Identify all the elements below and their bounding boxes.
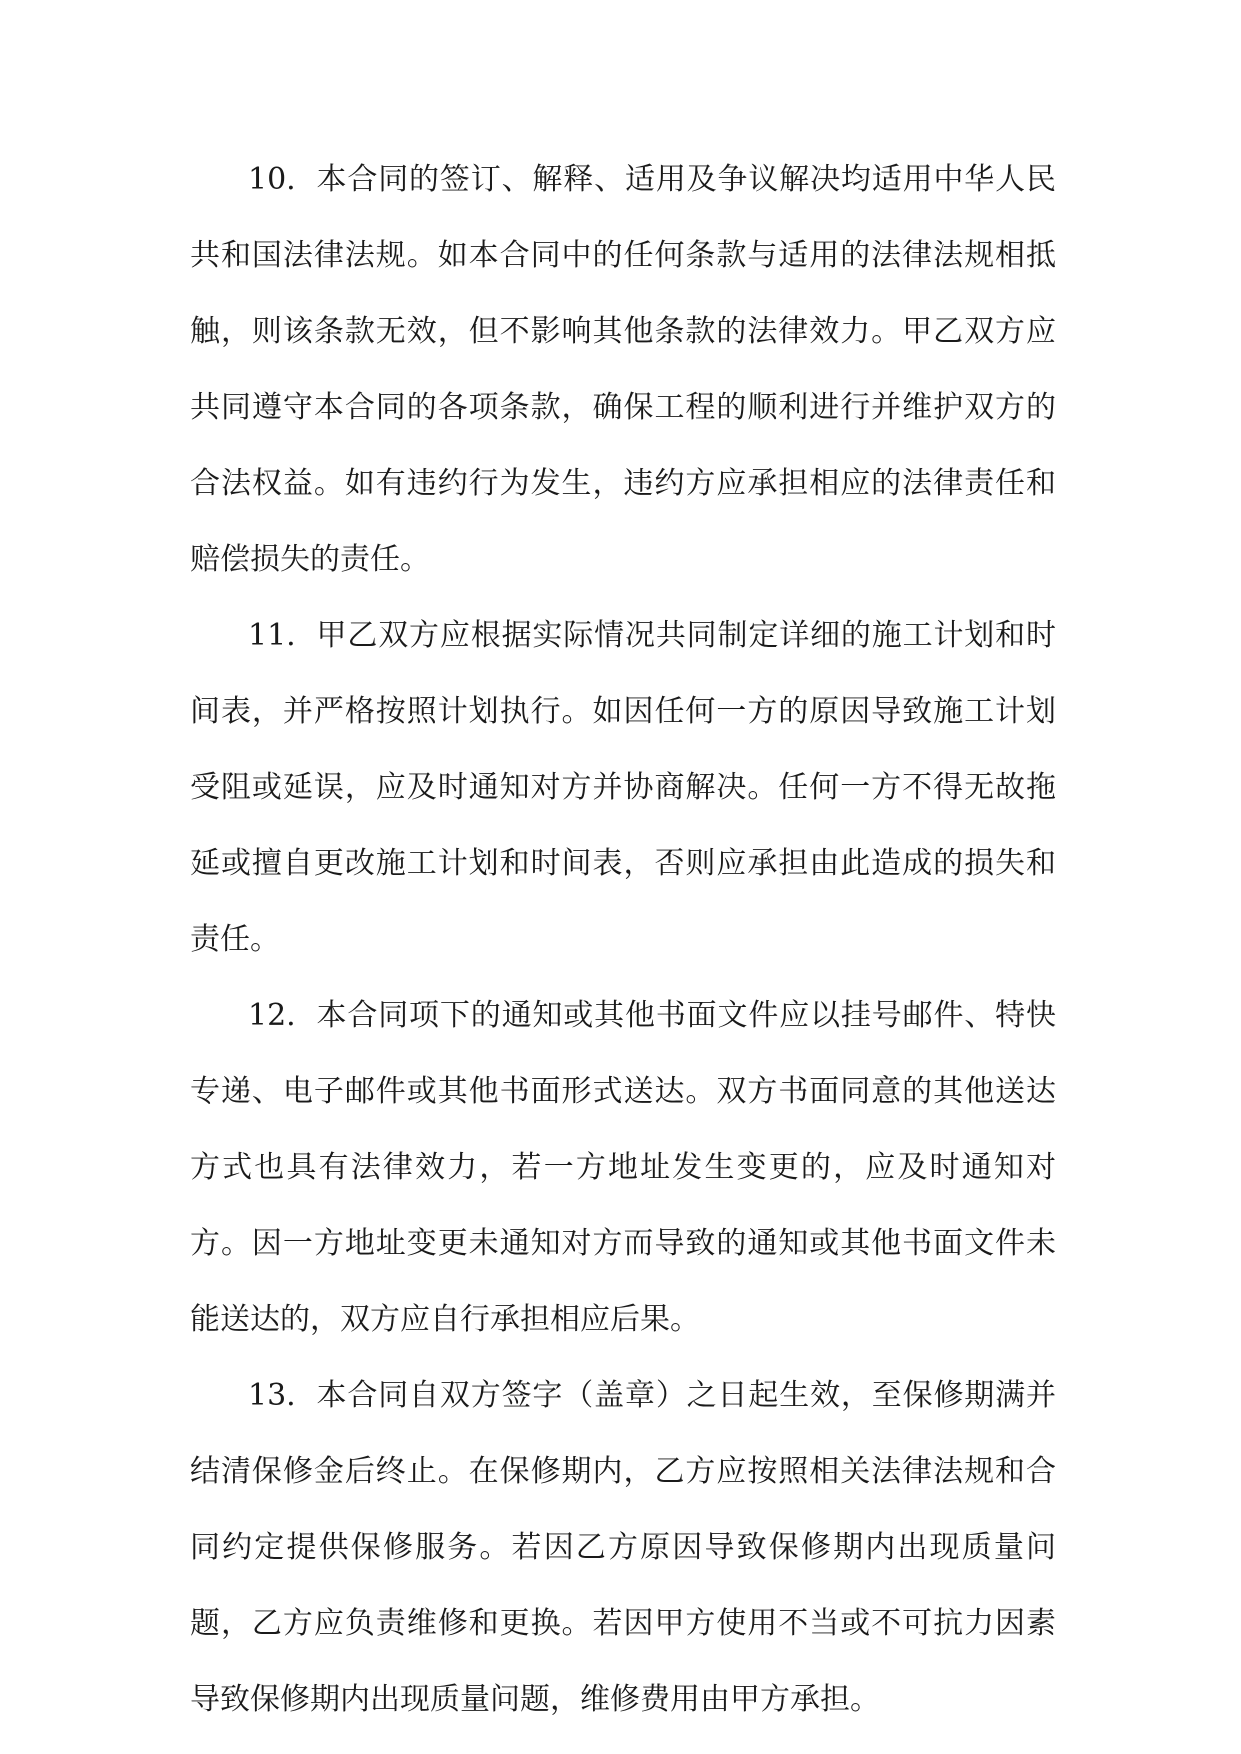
clause-13 — [190, 1358, 1056, 1738]
clause-11 — [190, 598, 1056, 978]
document-body — [190, 142, 1056, 1738]
clause-text: 本合同自双方签字（盖章）之日起生效，至保修期满并结清保修金后终止。在保修期内，乙方应按照相关法律法规和合同约定提供保修服务。若因乙方原因导致保修期内出现质量问题，乙方应负责维修和更换。若因甲方使用不当或不可抗力因素导致保修期内出现质量问题，维修费用由甲方承担。 — [190, 1378, 1057, 1717]
clause-text: 本合同的签订、解释、适用及争议解决均适用中华人民共和国法律法规。如本合同中的任何条款与适用的法律法规相抵触，则该条款无效，但不影响其他条款的法律效力。甲乙双方应共同遵守本合同的各项条款，确保工程的顺利进行并维护双方的合法权益。如有违约行为发生，违约方应承担相应的法律责任和赔偿损失的责任。 — [190, 162, 1057, 577]
clause-text: 本合同项下的通知或其他书面文件应以挂号邮件、特快专递、电子邮件或其他书面形式送达。双方书面同意的其他送达方式也具有法律效力，若一方地址发生变更的，应及时通知对方。因一方地址变更未通知对方而导致的通知或其他书面文件未能送达的，双方应自行承担相应后果。 — [190, 998, 1057, 1337]
clause-number: 10. — [248, 162, 296, 197]
clause-number: 13. — [248, 1378, 296, 1413]
clause-10 — [190, 142, 1056, 598]
clause-12 — [190, 978, 1056, 1358]
clause-text: 甲乙双方应根据实际情况共同制定详细的施工计划和时间表，并严格按照计划执行。如因任何一方的原因导致施工计划受阻或延误，应及时通知对方并协商解决。任何一方不得无故拖延或擅自更改施工计划和时间表，否则应承担由此造成的损失和责任。 — [190, 618, 1057, 957]
clause-number: 12. — [248, 998, 296, 1033]
clause-number: 11. — [248, 618, 296, 653]
